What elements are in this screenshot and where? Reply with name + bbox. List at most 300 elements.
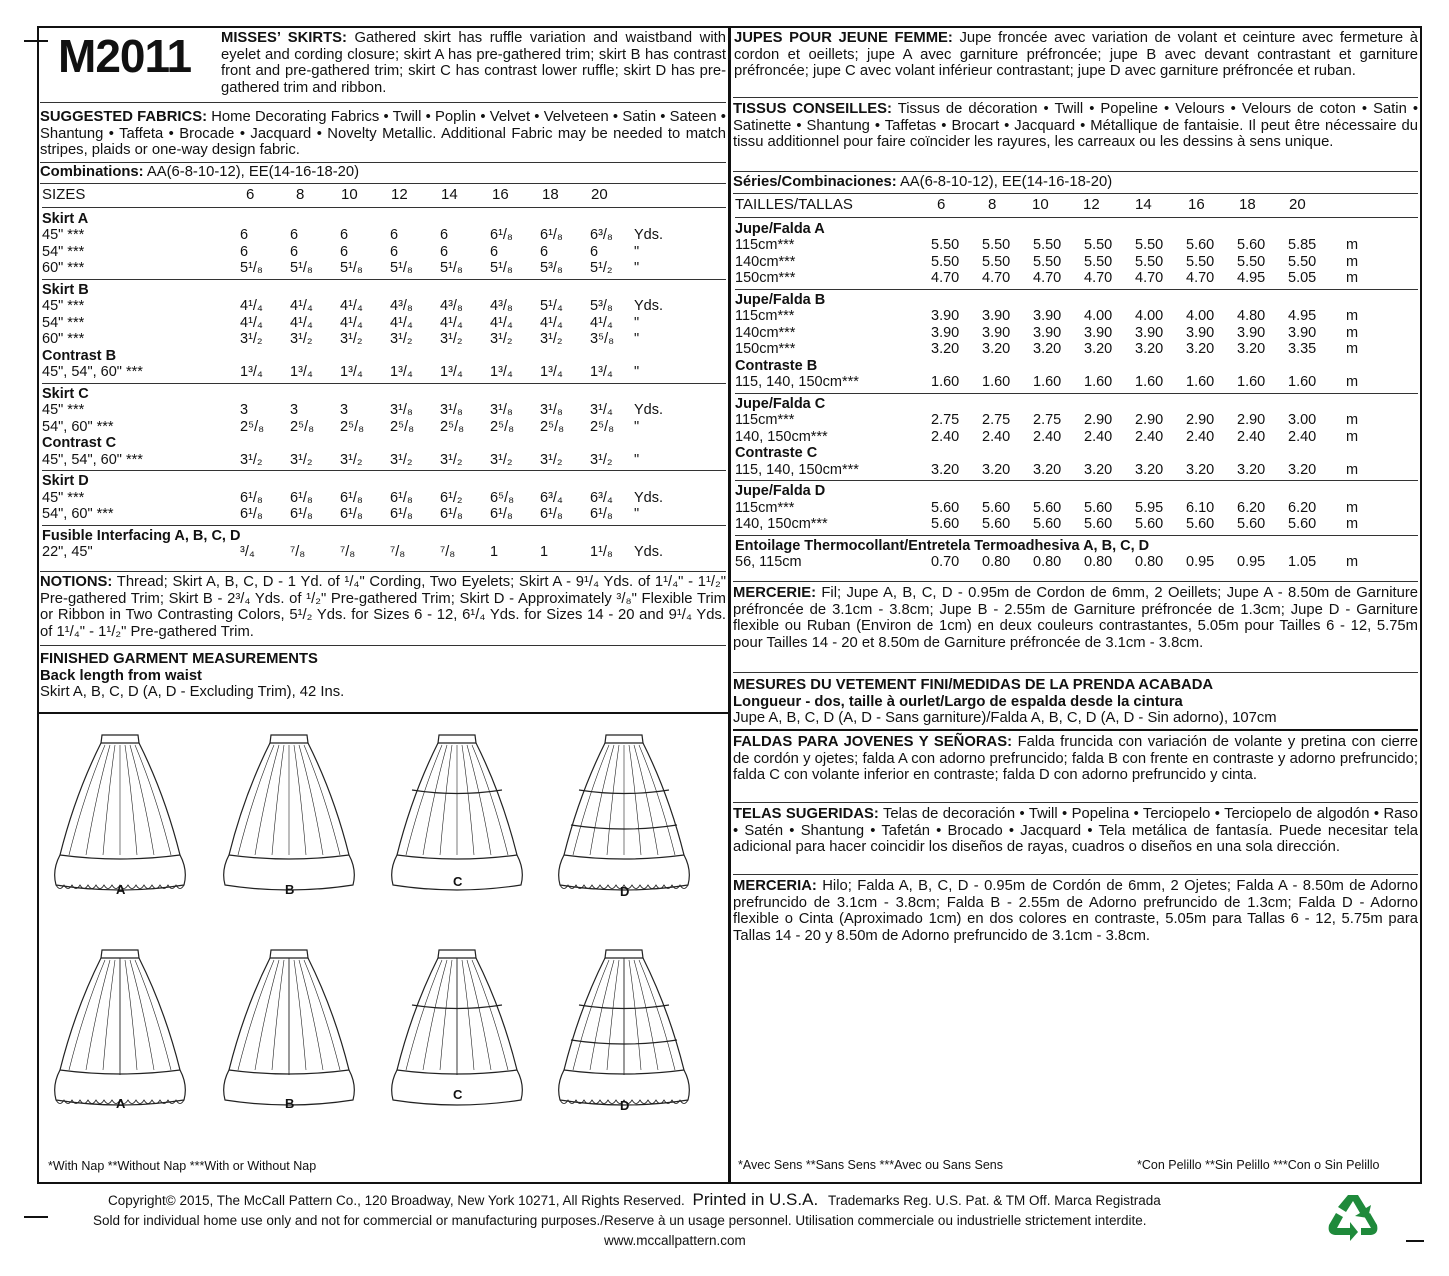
- table-cell: 1³/₄: [540, 364, 563, 380]
- table-cell: 4.80: [1237, 308, 1266, 324]
- crop-mark: [1406, 1240, 1424, 1242]
- table-row: [42, 364, 726, 381]
- table-row: [42, 452, 726, 469]
- table-cell: 3.20: [1084, 461, 1113, 478]
- finished-fr-head: MESURES DU VETEMENT FINI/MEDIDAS DE LA PRENDA ACABADA: [733, 677, 1214, 693]
- ruffle-seam: [60, 855, 180, 859]
- table-cell: 4.70: [982, 270, 1011, 286]
- website-url: www.mccallpattern.com: [604, 1233, 746, 1248]
- table-group-title: Fusible Interfacing A, B, C, D: [42, 527, 241, 544]
- table-cell: 2.75: [982, 412, 1011, 428]
- table-cell: 3¹/₂: [240, 451, 263, 468]
- row-label: 45" ***: [42, 227, 85, 243]
- table-cell: 6³/₄: [590, 489, 613, 506]
- fabrics-es-head: TELAS SUGERIDAS:: [733, 806, 879, 822]
- table-group-title: Skirt A: [42, 210, 89, 227]
- table-cell: 3¹/₂: [540, 331, 563, 347]
- gather-line: [607, 745, 619, 855]
- table-cell: ⁷/₈: [290, 544, 306, 560]
- combinations-fr-text: AA(6-8-10-12), EE(14-16-18-20): [899, 174, 1113, 190]
- table-cell: 3: [240, 402, 249, 418]
- skirt-side: [60, 958, 101, 1070]
- size-header: 10: [341, 186, 358, 203]
- crop-mark: [24, 1216, 48, 1218]
- skirt-side: [476, 743, 517, 855]
- unit-label: ": [634, 506, 640, 522]
- table-cell: 3¹/₈: [390, 402, 413, 418]
- table-cell: 4¹/₄: [340, 298, 363, 314]
- table-cell: 5.50: [1084, 253, 1113, 270]
- row-label: 115cm***: [735, 308, 795, 324]
- table-cell: 4¹/₄: [290, 314, 313, 331]
- gather-line: [135, 960, 171, 1070]
- combinations-fr-head: Séries/Combinaciones:: [733, 174, 897, 190]
- table-cell: 6¹/₈: [340, 506, 363, 522]
- table-cell: 5¹/₈: [390, 260, 413, 276]
- combinations-en: [40, 164, 726, 181]
- table-cell: 2.40: [1237, 428, 1266, 445]
- table-cell: 3.00: [1288, 412, 1317, 428]
- skirt-side: [139, 743, 180, 855]
- row-label: 115cm***: [735, 499, 795, 516]
- table-row: [42, 331, 726, 348]
- table-cell: 3.20: [1084, 341, 1113, 357]
- description-es-text: Falda fruncida con variación de volante y pretina con cierre de cordón y ojetes; falda A con adorno prefruncido; falda B con frente en contraste y adorno prefruncido; falda C con volante inferior en contraste; falda D con adorno prefruncido y cinta.: [733, 734, 1418, 784]
- footer-line-1: [108, 1190, 1161, 1210]
- trademark-text: Trademarks Reg. U.S. Pat. & TM Off. Marca Registrada: [827, 1193, 1161, 1208]
- table-cell: 1.60: [1237, 374, 1266, 390]
- gather-line: [294, 745, 306, 855]
- unit-label: m: [1346, 253, 1359, 270]
- row-label: 60" ***: [42, 331, 85, 347]
- table-row: [42, 298, 726, 315]
- unit-label: m: [1346, 428, 1359, 445]
- table-cell: 4.70: [1135, 270, 1164, 286]
- sold-notice: Sold for individual home use only and not for commercial or manufacturing purposes./Reserve à un usage personnel. Utilisation commerciale ou industrielle strictement interdite.: [93, 1213, 1147, 1228]
- table-cell: 5.60: [1186, 237, 1215, 253]
- table-cell: 6: [290, 243, 299, 260]
- illustration-divider: [37, 712, 730, 714]
- table-cell: 3.20: [1033, 341, 1062, 357]
- waistband: [270, 950, 308, 958]
- table-cell: 6¹/₈: [290, 506, 313, 522]
- divider: [733, 97, 1418, 98]
- table-row: [42, 227, 726, 244]
- row-label: 45" ***: [42, 489, 85, 506]
- unit-label: ": [634, 364, 640, 380]
- skirt-side: [564, 958, 605, 1070]
- gather-line: [423, 745, 447, 855]
- table-cell: 3: [290, 402, 299, 418]
- gather-line: [304, 960, 340, 1070]
- table-cell: 6: [390, 243, 399, 260]
- skirt-drawing: [55, 735, 186, 890]
- divider: [733, 171, 1418, 172]
- table-cell: 2.40: [1033, 428, 1062, 445]
- table-cell: 3.20: [1033, 461, 1062, 478]
- table-cell: 6³/₈: [590, 227, 613, 243]
- table-cell: 4¹/₄: [590, 314, 613, 331]
- table-cell: 6³/₄: [540, 489, 563, 506]
- table-cell: 5.60: [1237, 516, 1266, 532]
- fabrics-es-text: Telas de decoración • Twill • Popelina • Terciopelo • Terciopelo de algodón • Raso • Satén • Shantung • Tafetán • Brocado • Jacquard • Tela metálica de fantasía. Puede necesitar tela adicional para hacer coincidir los diseños de rayas, cuadros o diseños en una sola dirección.: [733, 806, 1419, 856]
- unit-label: m: [1346, 516, 1359, 532]
- table-cell: 4.00: [1186, 308, 1215, 324]
- size-header: 12: [391, 186, 408, 203]
- description-fr-text: Jupe froncée avec variation de volant et ceinture avec fermeture à cordon et oeillets; jupe A avec garniture préfroncée; jupe B avec devant contrastant et garniture préfroncée; jupe C avec volant inférieur contrastant; jupe D avec garniture préfroncée et ruban.: [734, 30, 1418, 80]
- table-group-title: Jupe/Falda B: [735, 291, 826, 308]
- row-label: 45", 54", 60" ***: [42, 364, 143, 380]
- combinations-fr: [733, 174, 1418, 191]
- gather-line: [634, 960, 658, 1070]
- skirt-side: [397, 743, 438, 855]
- table-cell: 4.00: [1135, 308, 1164, 324]
- table-subtitle: Contraste B: [735, 357, 818, 374]
- row-label: 56, 115cm: [735, 554, 802, 570]
- gather-line: [272, 960, 284, 1070]
- size-header: 12: [1083, 196, 1100, 213]
- table-group-title: Skirt D: [42, 473, 89, 489]
- table-cell: 4.70: [1186, 270, 1215, 286]
- waistband: [605, 735, 643, 743]
- table-cell: 5.60: [1033, 516, 1062, 532]
- unit-label: ": [634, 260, 640, 276]
- row-label: 140cm***: [735, 253, 796, 270]
- suggested-fabrics-en: [40, 109, 726, 159]
- table-cell: ⁷/₈: [440, 544, 456, 560]
- table-subtitle: Contraste C: [735, 445, 818, 461]
- table-cell: 3¹/₂: [440, 451, 463, 468]
- table-cell: 3¹/₈: [540, 402, 563, 418]
- table-cell: 3.20: [931, 461, 960, 478]
- gather-line: [607, 960, 619, 1070]
- table-row: [42, 315, 726, 332]
- table-row: [42, 402, 726, 419]
- table-cell: 4¹/₄: [540, 314, 563, 331]
- gather-line: [467, 960, 491, 1070]
- finished-measurements-en: [40, 651, 726, 701]
- table-cell: 4¹/₄: [240, 314, 263, 331]
- table-cell: 2.40: [931, 428, 960, 445]
- figure-label: B: [285, 882, 295, 897]
- table-cell: 1: [490, 544, 499, 560]
- printed-text: Printed in U.S.A.: [692, 1190, 819, 1209]
- table-cell: 5.60: [1084, 499, 1113, 516]
- table-cell: 6: [240, 243, 249, 260]
- skirt-side: [643, 743, 684, 855]
- table-cell: 5¹/₈: [490, 260, 513, 276]
- table-cell: 3: [340, 402, 349, 418]
- table-cell: 1.60: [1033, 374, 1062, 390]
- table-cell: 2⁵/₈: [240, 418, 265, 435]
- divider: [40, 183, 726, 184]
- footnote-fr: *Avec Sens **Sans Sens ***Avec ou Sans Sens: [738, 1158, 1003, 1172]
- table-cell: 2⁵/₈: [540, 418, 565, 435]
- gather-line: [590, 745, 614, 855]
- size-header: 16: [1188, 196, 1205, 213]
- table-cell: 5.50: [1084, 237, 1113, 253]
- table-cell: 1³/₄: [240, 364, 263, 380]
- table-cell: 4.95: [1288, 308, 1317, 324]
- notions-es-text: Hilo; Falda A, B, C, D - 0.95m de Cordón de 6mm, 2 Ojetes; Falda A - 8.50m de Adorno prefruncido de 3.1cm - 3.8cm; Falda B - 2.55m de Adorno prefruncido de 1.3cm; Falda D - Adorno flexible o Cinta (Aproximado 1cm) en dos colores en contraste, 5.05m para Tallas 6 - 12, 5.75m para Tallas 14 - 20 y 8.50m de Adorno prefruncido de 3.1cm - 3.8cm.: [733, 878, 1418, 944]
- table-cell: 2⁵/₈: [390, 418, 415, 435]
- table-cell: 6: [290, 227, 299, 243]
- gather-line: [462, 960, 474, 1070]
- table-cell: 5¹/₂: [590, 260, 613, 276]
- divider: [733, 581, 1418, 582]
- description-es-head: FALDAS PARA JOVENES Y SEÑORAS:: [733, 734, 1013, 750]
- table-cell: 3.90: [931, 308, 960, 324]
- table-subtitle: Contrast B: [42, 347, 117, 364]
- table-cell: 3.90: [1033, 308, 1062, 324]
- size-header: 20: [591, 186, 608, 203]
- table-cell: 5.50: [931, 237, 960, 253]
- row-label: 45" ***: [42, 298, 85, 314]
- row-label: 140, 150cm***: [735, 428, 828, 445]
- description-es: [733, 734, 1418, 784]
- table-cell: 2.90: [1135, 412, 1164, 428]
- unit-label: m: [1346, 412, 1359, 428]
- finished-en-head: FINISHED GARMENT MEASUREMENTS: [40, 651, 318, 667]
- size-header: 20: [1289, 196, 1306, 213]
- divider: [40, 162, 726, 163]
- table-cell: 4³/₈: [490, 298, 513, 314]
- skirt-drawing: [224, 950, 355, 1105]
- table-row: [735, 429, 1418, 446]
- table-cell: 0.95: [1237, 554, 1266, 570]
- table-cell: 0.95: [1186, 554, 1215, 570]
- table-group-title: Jupe/Falda A: [735, 220, 825, 237]
- gather-line: [406, 745, 442, 855]
- table-cell: ⁷/₈: [390, 544, 406, 560]
- table-cell: 5.50: [931, 253, 960, 270]
- table-cell: 3¹/₂: [440, 331, 463, 347]
- divider: [733, 802, 1418, 803]
- table-cell: 5.60: [982, 499, 1011, 516]
- table-cell: 4.70: [1084, 270, 1113, 286]
- table-cell: 5.50: [1033, 237, 1062, 253]
- size-header: 6: [937, 196, 946, 213]
- copyright-text: Copyright© 2015, The McCall Pattern Co., 120 Broadway, New York 10271, All Rights Reserved.: [108, 1193, 685, 1208]
- table-cell: 5.60: [1084, 516, 1113, 532]
- gather-line: [406, 960, 442, 1070]
- table-cell: 6¹/₂: [440, 489, 463, 506]
- table-cell: 1¹/₈: [590, 544, 613, 560]
- gather-line: [238, 745, 274, 855]
- table-cell: 6¹/₈: [490, 227, 513, 243]
- unit-label: ": [634, 314, 640, 331]
- table-cell: ⁷/₈: [340, 544, 356, 560]
- table-cell: 5.85: [1288, 237, 1317, 253]
- gather-line: [125, 960, 137, 1070]
- figure-label: A: [116, 1096, 126, 1111]
- table-cell: 6⁵/₈: [490, 489, 515, 506]
- table-cell: 6: [590, 243, 599, 260]
- finished-fr-sub: Longueur - dos, taille à ourlet/Largo de espalda desde la cintura: [733, 693, 1183, 710]
- ruffle-seam: [397, 855, 517, 859]
- table-cell: 1³/₄: [390, 364, 413, 380]
- table-cell: 6¹/₈: [540, 227, 563, 243]
- gather-line: [590, 960, 614, 1070]
- row-label: 140, 150cm***: [735, 516, 828, 532]
- waistband: [605, 950, 643, 958]
- notions-fr-text: Fil; Jupe A, B, C, D - 0.95m de Cordon de 6mm, 2 Oeillets; Jupe A - 8.50m de Garniture préfroncée de 3.1cm - 3.8cm; Jupe B - 2.55m de Garniture préfroncée de 1.3cm; Jupe D - Garniture flexible ou Ruban (Environ de 1cm) en deux couleurs contrastantes, 5.05m pour Tailles 6 - 12, 5.75m pour Tailles 14 - 20 et 8.50m de Garniture préfroncée de 3.1cm - 3.8cm.: [733, 585, 1418, 651]
- skirt-drawing: [559, 735, 690, 890]
- table-cell: 5.95: [1135, 499, 1164, 516]
- table-cell: 3.90: [1135, 324, 1164, 341]
- table-cell: 1.60: [1135, 374, 1164, 390]
- table-cell: 5.60: [1033, 499, 1062, 516]
- gather-line: [472, 745, 508, 855]
- table-cell: 5.60: [1135, 516, 1164, 532]
- table-cell: 6: [540, 243, 549, 260]
- table-cell: 3.90: [982, 308, 1011, 324]
- gather-line: [255, 960, 279, 1070]
- notions-fr-head: MERCERIE:: [733, 585, 817, 601]
- table-row: [735, 237, 1418, 254]
- divider: [733, 874, 1418, 875]
- figure-label: C: [453, 1087, 463, 1102]
- skirt-side: [229, 958, 270, 1070]
- gather-line: [299, 745, 323, 855]
- notions-es-head: MERCERIA:: [733, 878, 817, 894]
- table-cell: 6¹/₈: [540, 506, 563, 522]
- skirt-side: [308, 958, 349, 1070]
- table-cell: 6¹/₈: [290, 489, 313, 506]
- gather-line: [472, 960, 508, 1070]
- table-cell: 5.50: [982, 253, 1011, 270]
- gather-line: [86, 960, 110, 1070]
- gather-line: [294, 960, 306, 1070]
- table-cell: 6¹/₈: [240, 489, 263, 506]
- table-cell: 0.80: [1135, 554, 1164, 570]
- unit-label: Yds.: [634, 544, 664, 560]
- table-cell: 4¹/₄: [490, 314, 513, 331]
- waistband: [270, 735, 308, 743]
- gather-line: [573, 745, 609, 855]
- pattern-number: M2011: [58, 30, 192, 82]
- table-cell: 5¹/₈: [440, 260, 463, 276]
- table-row: [735, 412, 1418, 429]
- gather-line: [272, 745, 284, 855]
- skirt-side: [308, 743, 349, 855]
- size-header: 14: [1135, 196, 1152, 213]
- table-row: [735, 500, 1418, 517]
- table-cell: 3.20: [1186, 461, 1215, 478]
- row-label: 115cm***: [735, 412, 795, 428]
- table-cell: 5.60: [931, 499, 960, 516]
- waistband: [438, 950, 476, 958]
- gather-line: [304, 745, 340, 855]
- table-cell: 4.95: [1237, 270, 1266, 286]
- table-cell: 3¹/₈: [490, 402, 513, 418]
- finished-en-text: Skirt A, B, C, D (A, D - Excluding Trim), 42 Ins.: [40, 684, 345, 701]
- table-cell: 5.50: [1135, 253, 1164, 270]
- table-cell: 2.40: [1135, 428, 1164, 445]
- size-header: 8: [988, 196, 997, 213]
- table-cell: 3.20: [982, 341, 1011, 357]
- gather-line: [86, 745, 110, 855]
- skirt-side: [476, 958, 517, 1070]
- table-group-title: Skirt C: [42, 385, 89, 402]
- gather-line: [462, 745, 474, 855]
- unit-label: m: [1346, 237, 1359, 253]
- table-row: [735, 254, 1418, 271]
- table-cell: 2.40: [982, 428, 1011, 445]
- skirt-drawings: [40, 720, 726, 1150]
- figure-label: B: [285, 1096, 295, 1111]
- row-label: 150cm***: [735, 341, 796, 357]
- recycle-icon: [1326, 1192, 1380, 1242]
- description-fr-head: JUPES POUR JEUNE FEMME:: [734, 30, 953, 46]
- table-cell: 1: [540, 544, 549, 560]
- table-cell: 6.20: [1288, 499, 1317, 516]
- skirt-drawing: [55, 950, 186, 1105]
- table-cell: 5.05: [1288, 270, 1317, 286]
- table-group-title: Skirt B: [42, 281, 89, 298]
- skirt-drawing: [559, 950, 690, 1105]
- skirt-side: [643, 958, 684, 1070]
- table-cell: 3¹/₂: [590, 451, 613, 468]
- gather-line: [255, 745, 279, 855]
- table-row: [735, 554, 1418, 571]
- table-cell: ³/₄: [240, 544, 255, 560]
- ruffle-seam: [564, 855, 684, 859]
- table-cell: 6: [390, 227, 399, 243]
- divider: [40, 571, 726, 572]
- table-cell: 2.40: [1084, 428, 1113, 445]
- table-row: [42, 544, 726, 561]
- table-cell: 1.60: [982, 374, 1011, 390]
- gather-line: [69, 960, 105, 1070]
- skirt-side: [60, 743, 101, 855]
- fabrics-en-head: SUGGESTED FABRICS:: [40, 109, 208, 125]
- divider: [733, 193, 1418, 194]
- unit-label: m: [1346, 308, 1359, 324]
- table-cell: 3¹/₂: [340, 451, 363, 468]
- row-label: 115, 140, 150cm***: [735, 461, 859, 478]
- table-cell: 3¹/₂: [390, 331, 413, 347]
- table-cell: 6: [490, 243, 499, 260]
- fabrics-fr-head: TISSUS CONSEILLES:: [733, 101, 892, 117]
- table-cell: 5¹/₈: [290, 260, 313, 276]
- skirt-side: [397, 958, 438, 1070]
- finished-fr-text: Jupe A, B, C, D (A, D - Sans garniture)/Falda A, B, C, D (A, D - Sin adorno), 107cm: [733, 710, 1277, 727]
- unit-label: m: [1346, 461, 1359, 478]
- skirt-side: [229, 743, 270, 855]
- table-cell: 3¹/₂: [540, 451, 563, 468]
- table-group-title: Jupe/Falda C: [735, 395, 826, 412]
- divider: [40, 645, 726, 646]
- figure-label: D: [620, 884, 630, 899]
- table-cell: 3.20: [1135, 341, 1164, 357]
- divider: [40, 102, 726, 103]
- size-header: 8: [296, 186, 305, 203]
- table-cell: 4¹/₄: [440, 314, 463, 331]
- gather-line: [440, 745, 452, 855]
- row-label: 115cm***: [735, 237, 795, 253]
- table-cell: 5.60: [982, 516, 1011, 532]
- table-cell: 5¹/₈: [340, 260, 363, 276]
- ruffle-seam: [229, 855, 349, 859]
- table-cell: 2.75: [931, 412, 960, 428]
- table-cell: 2.40: [1186, 428, 1215, 445]
- table-cell: 5³/₈: [540, 260, 563, 276]
- table-cell: 2.40: [1288, 428, 1317, 445]
- column-divider: [728, 26, 731, 1184]
- gather-line: [125, 745, 137, 855]
- table-cell: 3⁵/₈: [590, 331, 615, 347]
